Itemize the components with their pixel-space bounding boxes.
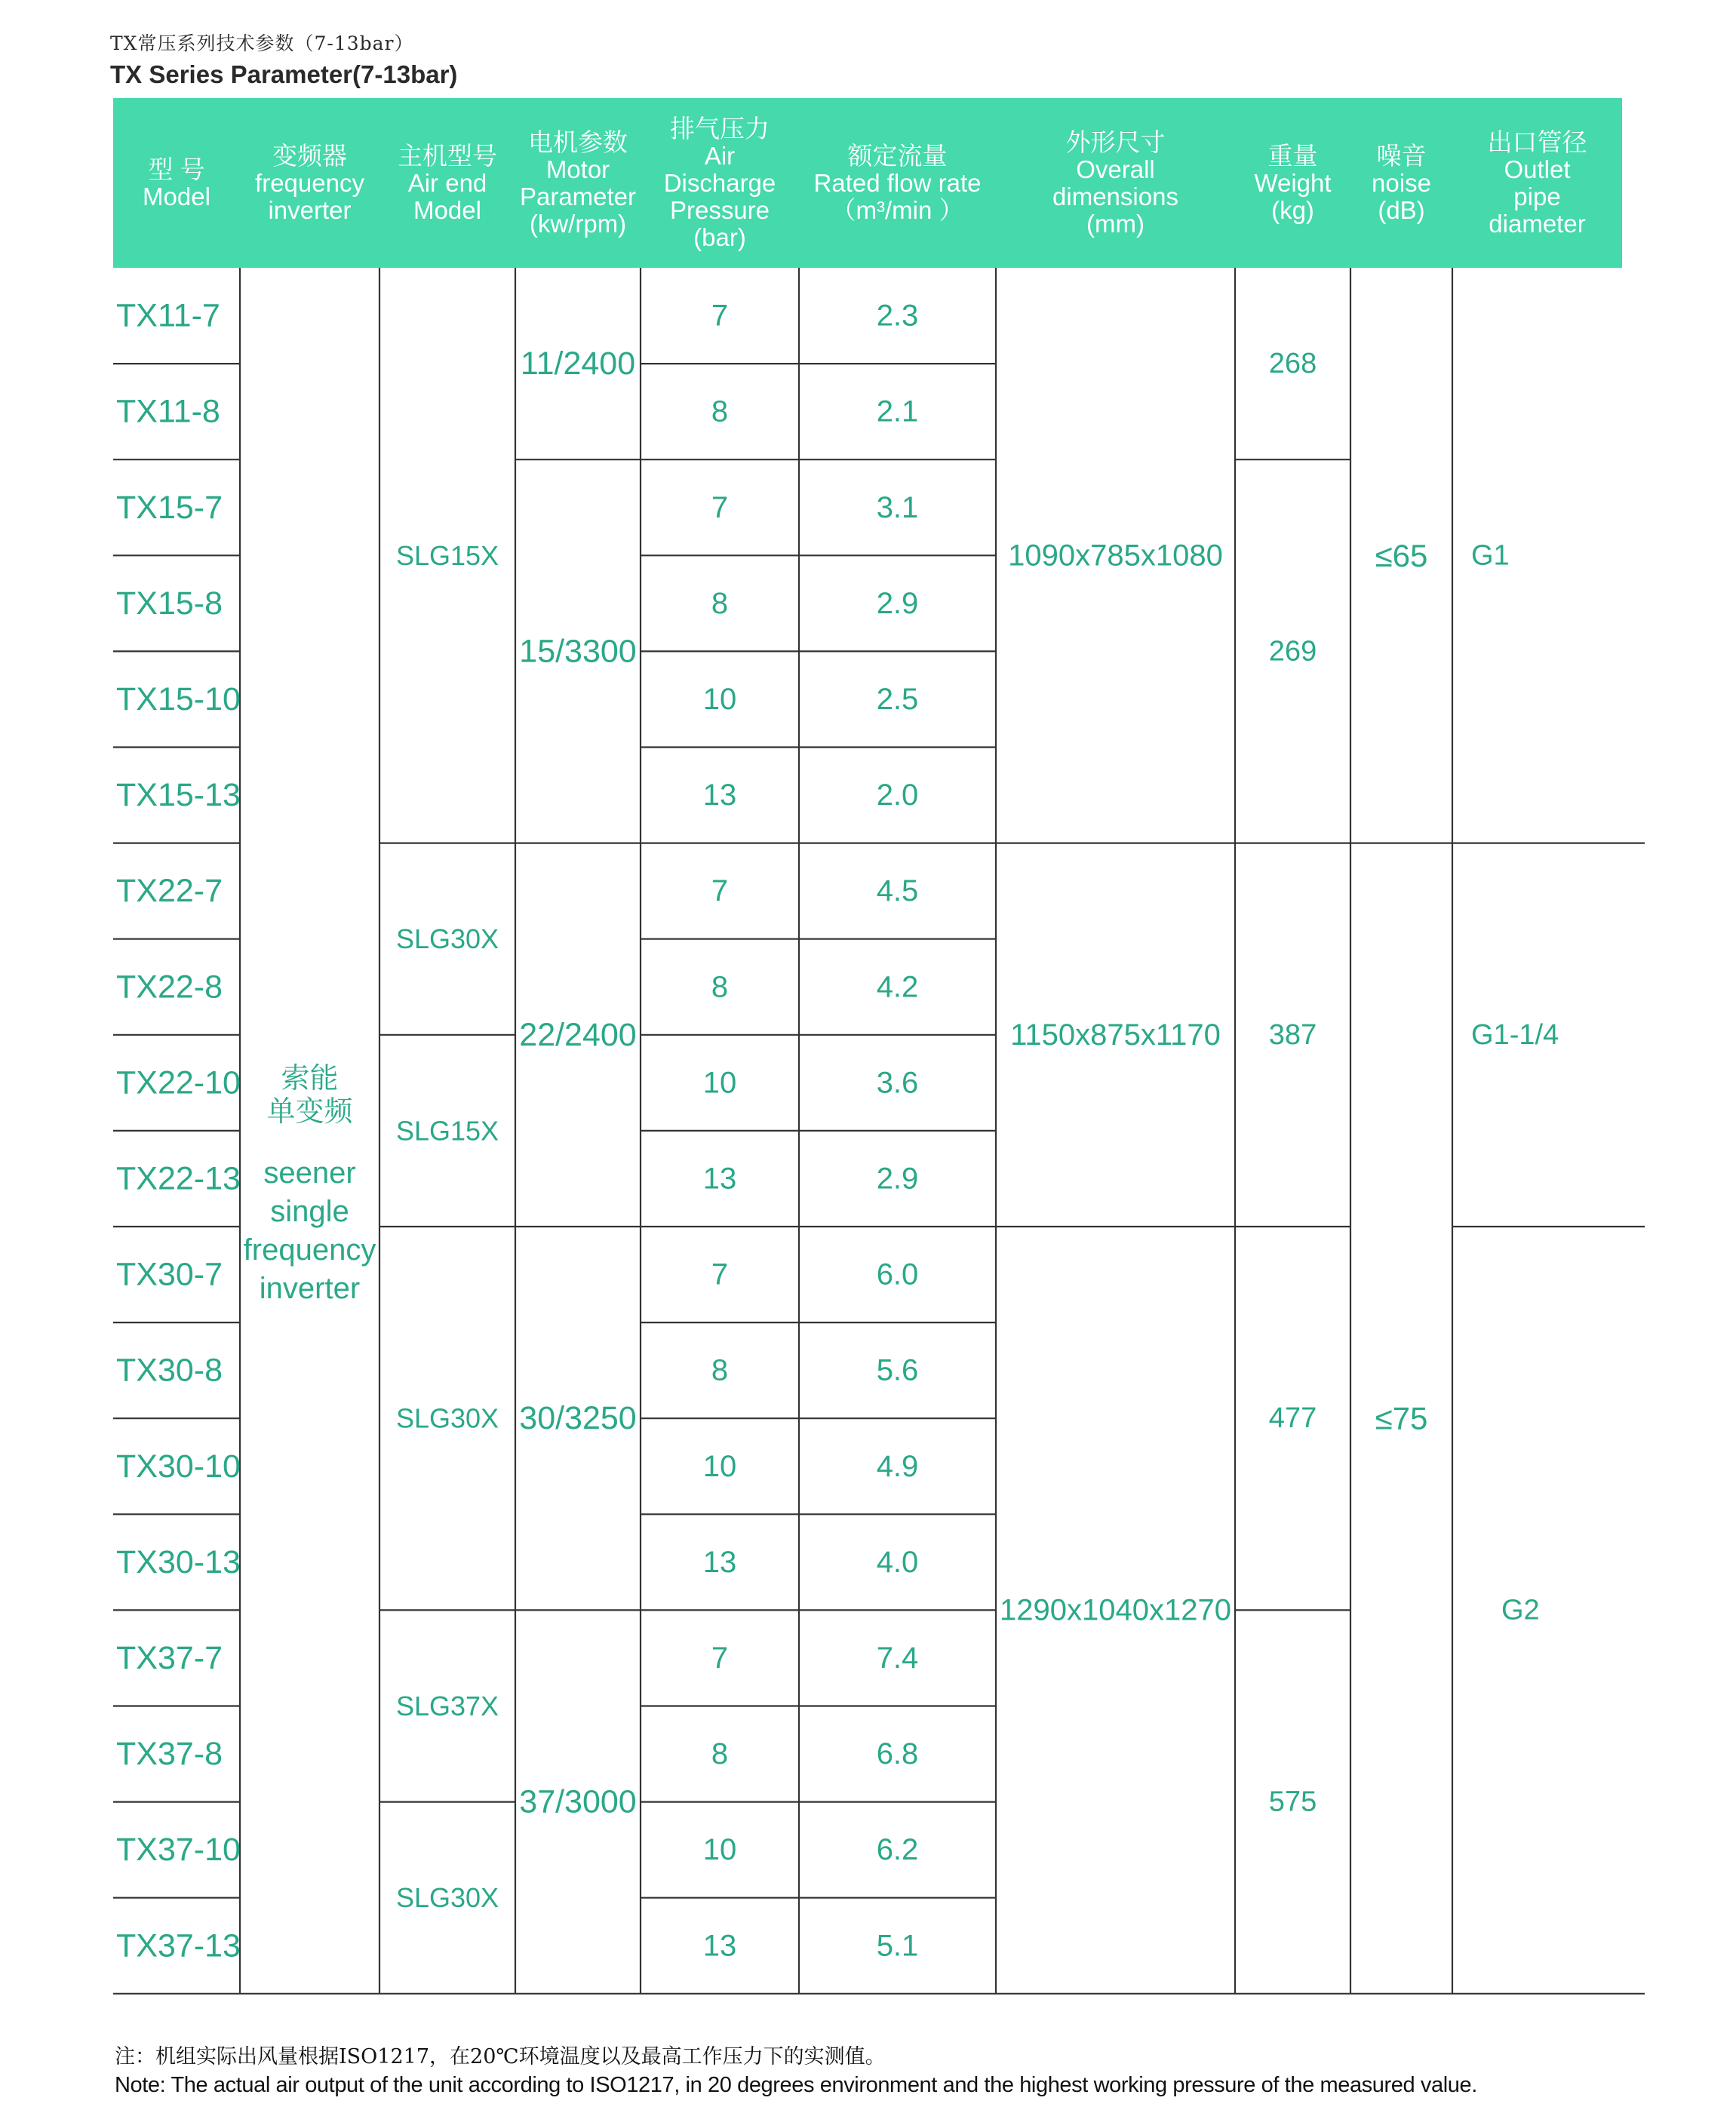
header-label-col3: Parameter bbox=[519, 183, 637, 210]
weight-cell: 387 bbox=[1268, 1018, 1317, 1051]
model-cell: TX15-13 bbox=[116, 777, 241, 814]
header-label-col2: 主机型号 bbox=[398, 142, 497, 170]
flow-cell: 6.8 bbox=[876, 1737, 919, 1771]
header-label-col0: 型 号 bbox=[148, 155, 205, 183]
model-cell: TX30-8 bbox=[116, 1352, 223, 1389]
air-end-cell: SLG15X bbox=[395, 539, 499, 571]
motor-cell: 30/3250 bbox=[519, 1400, 637, 1437]
weight-cell: 269 bbox=[1268, 635, 1317, 668]
flow-cell: 2.5 bbox=[876, 682, 919, 716]
header-label-col6: dimensions bbox=[1052, 183, 1178, 210]
header-label-col4: (bar) bbox=[693, 223, 746, 251]
dimensions-cell: 1150x875x1170 bbox=[1010, 1018, 1221, 1052]
flow-cell: 5.1 bbox=[876, 1929, 919, 1963]
outlet-cell: G1 bbox=[1471, 539, 1510, 572]
model-cell: TX22-7 bbox=[116, 873, 223, 910]
inverter-label-en: frequency bbox=[243, 1233, 376, 1267]
model-cell: TX37-10 bbox=[116, 1832, 241, 1869]
inverter-label-en: seener bbox=[263, 1156, 356, 1190]
dimensions-cell: 1290x1040x1270 bbox=[1000, 1593, 1231, 1627]
motor-cell: 22/2400 bbox=[519, 1016, 637, 1053]
pressure-cell: 10 bbox=[702, 1449, 737, 1483]
inverter-label-en: single bbox=[270, 1195, 349, 1228]
model-cell: TX15-8 bbox=[116, 585, 223, 622]
model-cell: TX22-8 bbox=[116, 969, 223, 1006]
header-label-col8: (dB) bbox=[1378, 196, 1425, 224]
pressure-cell: 13 bbox=[702, 779, 737, 812]
model-cell: TX22-10 bbox=[116, 1064, 241, 1101]
header-label-col4: Pressure bbox=[669, 196, 770, 224]
flow-cell: 4.0 bbox=[876, 1545, 919, 1579]
inverter-label-cn: 索能 bbox=[281, 1063, 339, 1095]
air-end-cell: SLG15X bbox=[395, 1115, 499, 1147]
pressure-cell: 13 bbox=[702, 1929, 737, 1963]
flow-cell: 6.0 bbox=[876, 1258, 919, 1291]
motor-cell: 15/3300 bbox=[519, 633, 637, 670]
inverter-label-en: inverter bbox=[259, 1272, 361, 1305]
pressure-cell: 13 bbox=[702, 1545, 737, 1579]
header-label-col8: 噪音 bbox=[1376, 142, 1427, 170]
header-label-col2: Air end bbox=[407, 169, 487, 197]
header-label-col6: Overall bbox=[1076, 155, 1155, 183]
header-label-col2: Model bbox=[413, 196, 481, 224]
pressure-cell: 7 bbox=[711, 490, 729, 524]
header-label-col5: 额定流量 bbox=[847, 142, 948, 170]
noise-cell: ≤75 bbox=[1375, 1400, 1428, 1436]
air-end-cell: SLG30X bbox=[395, 1402, 499, 1434]
noise-cell: ≤65 bbox=[1375, 537, 1428, 573]
flow-cell: 2.3 bbox=[876, 299, 919, 333]
model-cell: TX37-8 bbox=[116, 1736, 223, 1773]
header-label-col3: 电机参数 bbox=[528, 128, 628, 156]
header-label-col9: diameter bbox=[1489, 210, 1586, 238]
pressure-cell: 10 bbox=[702, 1833, 737, 1867]
header-label-col1: frequency bbox=[255, 169, 364, 197]
model-cell: TX30-7 bbox=[116, 1256, 223, 1293]
flow-cell: 2.1 bbox=[876, 395, 919, 428]
flow-cell: 2.9 bbox=[876, 586, 919, 620]
header-label-col1: inverter bbox=[268, 196, 352, 224]
flow-cell: 3.1 bbox=[876, 490, 919, 524]
motor-cell: 37/3000 bbox=[519, 1783, 637, 1820]
pressure-cell: 7 bbox=[711, 1258, 729, 1291]
header-label-col8: noise bbox=[1372, 169, 1431, 197]
model-cell: TX37-13 bbox=[116, 1927, 241, 1964]
motor-cell: 11/2400 bbox=[520, 346, 636, 382]
model-cell: TX37-7 bbox=[116, 1639, 223, 1676]
flow-cell: 6.2 bbox=[876, 1833, 919, 1867]
model-cell: TX30-13 bbox=[116, 1543, 241, 1580]
header-label-col4: Air bbox=[704, 142, 736, 170]
model-cell: TX15-7 bbox=[116, 489, 223, 526]
pressure-cell: 8 bbox=[711, 395, 729, 428]
model-cell: TX30-10 bbox=[116, 1448, 241, 1485]
header-label-col9: Outlet bbox=[1504, 155, 1571, 183]
flow-cell: 4.2 bbox=[876, 970, 919, 1004]
header-label-col4: Discharge bbox=[663, 169, 776, 197]
pressure-cell: 8 bbox=[711, 970, 729, 1004]
header-label-col7: Weight bbox=[1254, 169, 1332, 197]
pressure-cell: 8 bbox=[711, 586, 729, 620]
weight-cell: 575 bbox=[1268, 1786, 1317, 1818]
inverter-label-cn: 单变频 bbox=[266, 1096, 353, 1128]
weight-cell: 268 bbox=[1268, 348, 1317, 380]
footnote-cn: 注：机组实际出风量根据ISO1217，在20℃环境温度以及最高工作压力下的实测值。 bbox=[115, 2045, 886, 2068]
dimensions-cell: 1090x785x1080 bbox=[1008, 539, 1223, 573]
footnote-en: Note: The actual air output of the unit according to ISO1217, in 20 degrees environment and the highest working pressure of the measured value. bbox=[115, 2073, 1477, 2097]
page-title-en: TX Series Parameter(7-13bar) bbox=[110, 60, 458, 88]
flow-cell: 2.9 bbox=[876, 1162, 919, 1196]
pressure-cell: 7 bbox=[711, 874, 729, 908]
header-label-col6: 外形尺寸 bbox=[1065, 128, 1166, 156]
flow-cell: 4.5 bbox=[876, 874, 919, 908]
outlet-cell: G2 bbox=[1501, 1594, 1540, 1626]
header-label-col9: 出口管径 bbox=[1487, 128, 1587, 156]
header-label-col1: 变频器 bbox=[272, 142, 347, 170]
flow-cell: 3.6 bbox=[876, 1066, 919, 1100]
pressure-cell: 13 bbox=[702, 1162, 737, 1196]
header-label-col6: (mm) bbox=[1086, 210, 1145, 238]
flow-cell: 4.9 bbox=[876, 1449, 919, 1483]
flow-cell: 5.6 bbox=[876, 1353, 919, 1387]
model-cell: TX11-8 bbox=[116, 393, 220, 430]
header-label-col3: Motor bbox=[545, 155, 610, 183]
pressure-cell: 8 bbox=[711, 1353, 729, 1387]
pressure-cell: 8 bbox=[711, 1737, 729, 1771]
pressure-cell: 10 bbox=[702, 1066, 737, 1100]
header-label-col7: (kg) bbox=[1271, 196, 1314, 224]
air-end-cell: SLG37X bbox=[395, 1691, 499, 1721]
pressure-cell: 10 bbox=[702, 682, 737, 716]
pressure-cell: 7 bbox=[711, 1641, 729, 1675]
model-cell: TX22-13 bbox=[116, 1160, 241, 1197]
header-label-col4: 排气压力 bbox=[670, 115, 770, 143]
weight-cell: 477 bbox=[1268, 1402, 1317, 1435]
page-title-cn: TX常压系列技术参数（7-13bar） bbox=[110, 32, 414, 54]
header-label-col9: pipe bbox=[1513, 183, 1561, 210]
air-end-cell: SLG30X bbox=[395, 1882, 499, 1914]
flow-cell: 7.4 bbox=[876, 1641, 919, 1675]
model-cell: TX15-10 bbox=[116, 680, 241, 717]
header-label-col7: 重量 bbox=[1267, 142, 1318, 170]
header-label-col5: Rated flow rate bbox=[813, 169, 982, 197]
header-label-col3: (kw/rpm) bbox=[529, 210, 627, 238]
flow-cell: 2.0 bbox=[876, 779, 919, 812]
outlet-cell: G1-1/4 bbox=[1471, 1018, 1559, 1051]
air-end-cell: SLG30X bbox=[395, 923, 499, 955]
header-label-col0: Model bbox=[143, 183, 210, 210]
model-cell: TX11-7 bbox=[116, 297, 220, 334]
header-label-col5: （m³/min ） bbox=[831, 196, 964, 224]
pressure-cell: 7 bbox=[711, 299, 729, 333]
